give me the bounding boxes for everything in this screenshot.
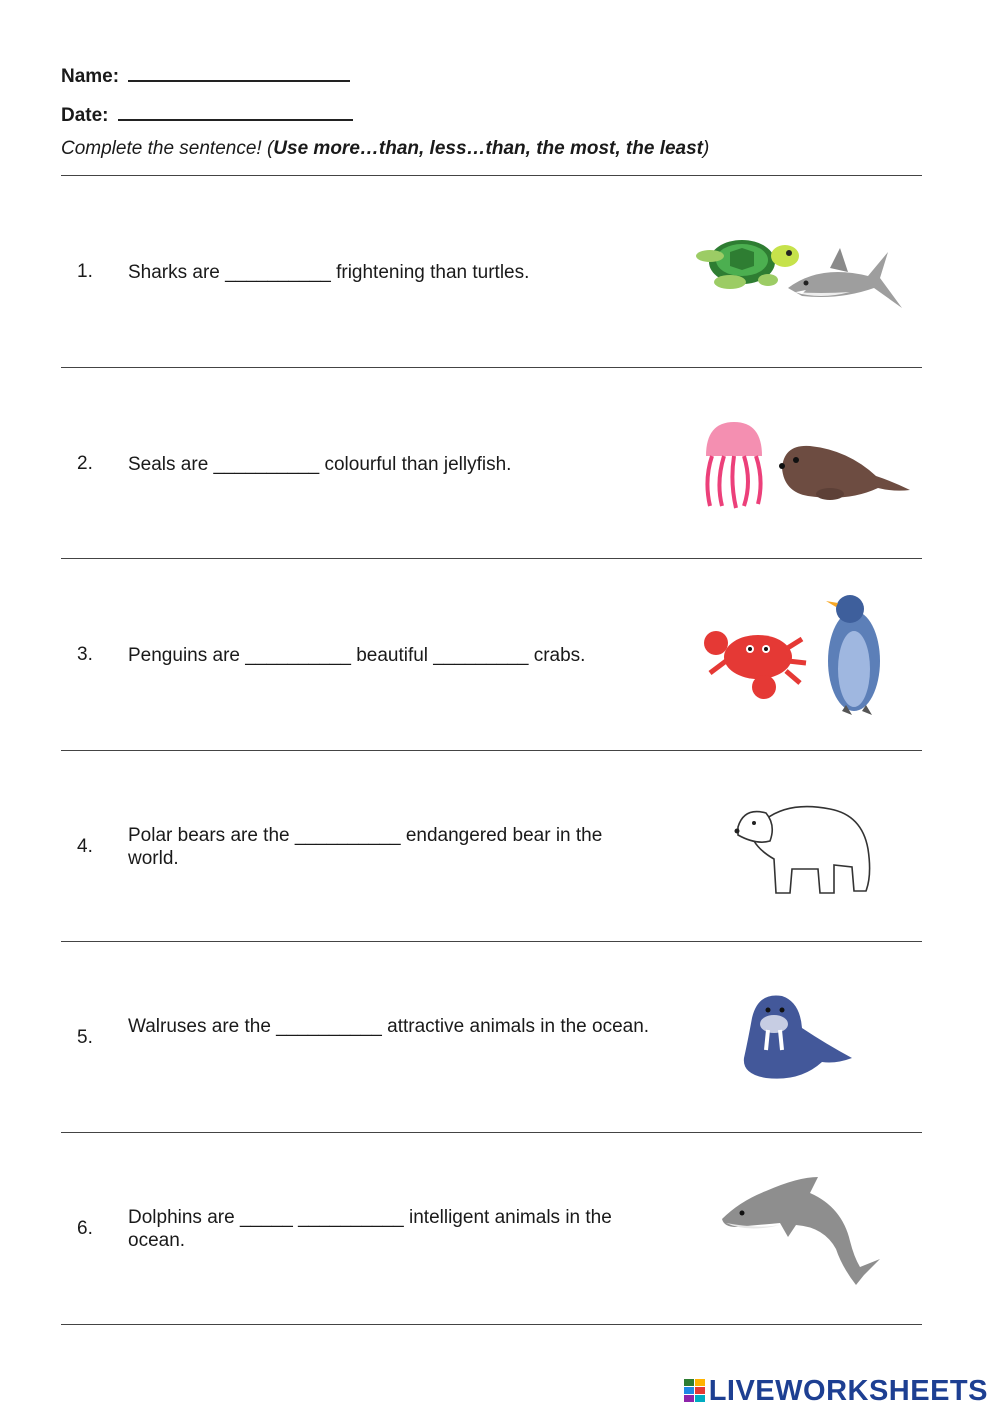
question-text[interactable]: Penguins are __________ beautiful _________ crabs. [128, 645, 586, 666]
question-text[interactable]: Walruses are the __________ attractive animals in the ocean. [128, 1016, 650, 1037]
question-picture [702, 591, 892, 719]
instruction-close: ) [703, 138, 710, 159]
name-line [61, 62, 350, 88]
question-row [0, 942, 1000, 1132]
walrus-illustration [744, 995, 852, 1078]
penguin-illustration [826, 595, 880, 715]
date-label: Date: [61, 105, 109, 126]
question-text[interactable]: Sharks are __________ frightening than turtles. [128, 262, 530, 283]
instruction-text: Complete the sentence! ( [61, 138, 274, 159]
dolphin-illustration [722, 1177, 880, 1285]
question-number: 5. [77, 1027, 93, 1048]
crab-illustration [704, 631, 806, 699]
question-text[interactable]: Dolphins are _____ __________ intelligent animals in the ocean. [128, 1207, 612, 1251]
question-row [0, 368, 1000, 558]
question-picture [730, 795, 875, 899]
divider [61, 1324, 922, 1325]
question-picture [740, 988, 862, 1086]
question-number: 3. [77, 644, 93, 665]
name-label: Name: [61, 66, 120, 87]
question-picture [698, 420, 918, 512]
question-picture [718, 1171, 886, 1289]
polar-bear-illustration [735, 807, 870, 893]
brand-text: LIVEWORKSHEETS [708, 1374, 988, 1407]
question-row [0, 751, 1000, 941]
question-text[interactable]: Seals are __________ colourful than jellyfish. [128, 454, 512, 475]
question-row [0, 176, 1000, 367]
question-text[interactable]: Polar bears are the __________ endangered bear in the world. [128, 825, 603, 869]
question-row [0, 1133, 1000, 1324]
seal-illustration [779, 446, 910, 500]
question-number: 6. [77, 1218, 93, 1239]
date-blank[interactable] [118, 101, 353, 121]
liveworksheets-logo [684, 1376, 988, 1406]
liveworksheets-logo-icon [684, 1379, 706, 1403]
turtle-illustration [696, 240, 799, 289]
date-line [61, 101, 353, 127]
name-blank[interactable] [128, 62, 350, 82]
question-number: 1. [77, 261, 93, 282]
question-number: 4. [77, 836, 93, 857]
question-picture [690, 226, 910, 318]
question-number: 2. [77, 453, 93, 474]
question-row [0, 559, 1000, 750]
instructions [61, 138, 709, 160]
jellyfish-illustration [706, 422, 762, 508]
shark-illustration [788, 248, 902, 308]
instruction-keywords: Use more…than, less…than, the most, the least [273, 138, 704, 159]
